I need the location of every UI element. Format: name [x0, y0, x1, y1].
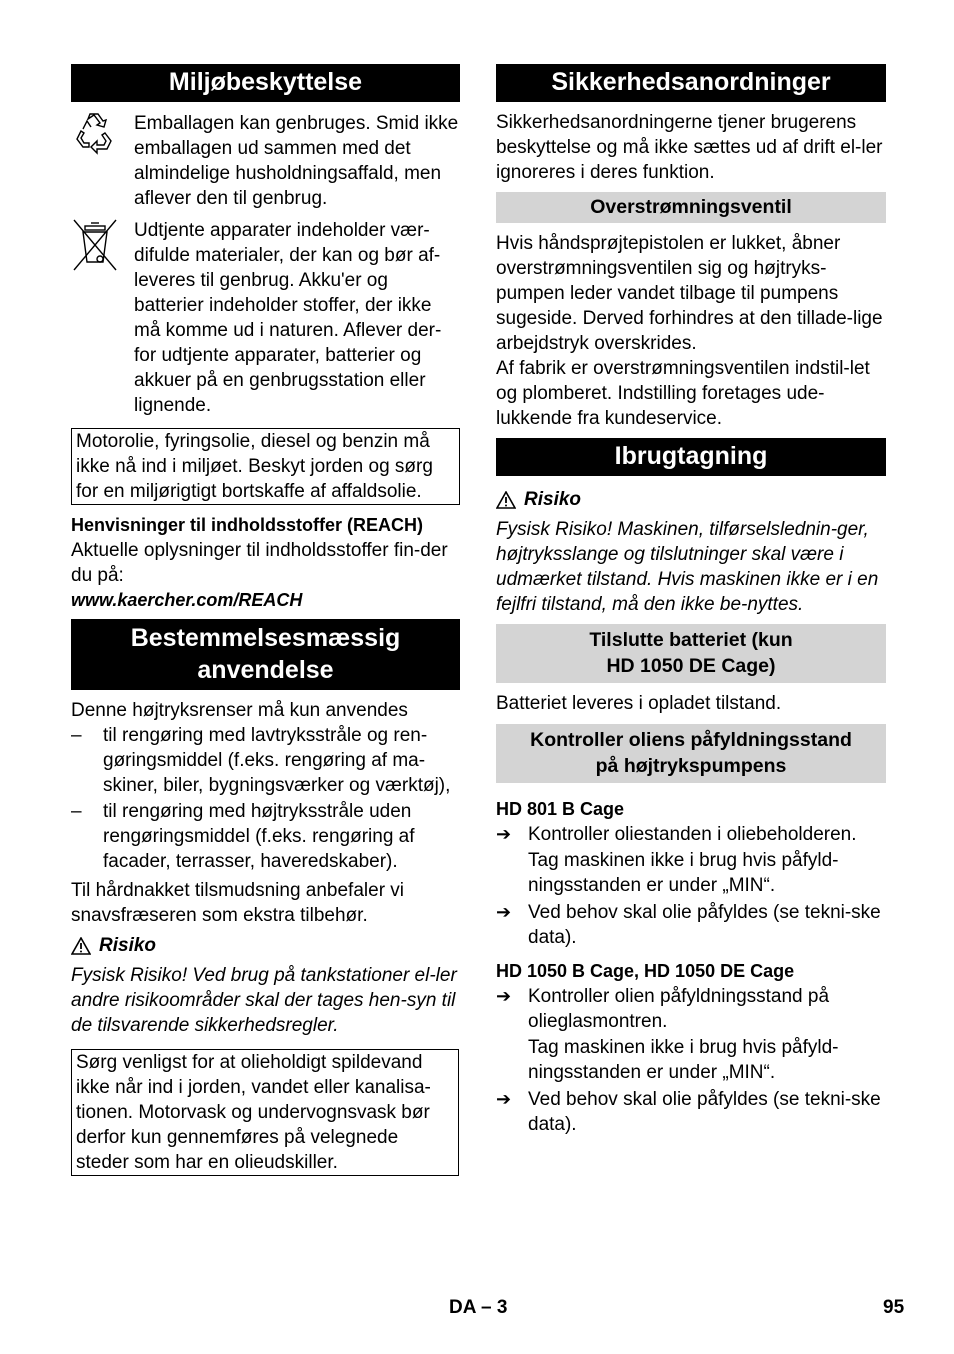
wastewater-text: Sørg venligst for at olieholdigt spildevand ikke når ind i jorden, vandet eller kanalisa-tionen. Motorvask og undervognsvask bør derfor kun gennemføres på velegnede steder som har en olieudskiller.	[76, 1052, 431, 1173]
risk-text: Fysisk Risiko! Ved brug på tankstationer el-ler andre risikoområder skal der tages hen-syn til de tilsvarende sikkerhedsregler.	[71, 965, 457, 1036]
footer-language-page: DA – 3	[449, 1297, 508, 1318]
oil-title-line2: på højtrykspumpens	[595, 755, 787, 777]
footer-page-number: 95	[883, 1297, 905, 1318]
list-item: – til rengøring med højtryksstråle uden rengøringsmiddel (f.eks. rengøring af facader, terrasser, haveredskaber).	[71, 801, 415, 872]
hd801-heading: HD 801 B Cage	[496, 799, 625, 819]
section-title-intended-use	[71, 619, 460, 690]
crossed-bin-icon	[71, 218, 134, 272]
section-title-safety: Sikkerhedsanordninger	[496, 64, 886, 102]
recycle-icon	[71, 111, 134, 157]
battery-title-line2: HD 1050 DE Cage)	[606, 655, 776, 677]
right-column	[496, 64, 886, 1137]
arrow-icon: ➔	[496, 1089, 512, 1109]
risk-text: Fysisk Risiko! Maskinen, tilførselslednin-ger, højtryksslange og tilslutninger skal være i udmærket tilstand. Hvis maskinen ikke er i en fejlfri tilstand, må den ikke be-nyttes.	[496, 519, 879, 615]
battery-title-line1: Tilslutte batteriet (kun	[589, 629, 793, 651]
arrow-icon: ➔	[496, 986, 512, 1006]
risk-warning-left	[71, 933, 460, 958]
intended-use-title-line1: Bestemmelsesmæssig	[130, 624, 401, 652]
arrow-icon: ➔	[496, 902, 512, 922]
step-item: ➔ Ved behov skal olie påfyldes (se tekni-ske data).	[496, 1089, 881, 1135]
dash-marker: –	[71, 801, 82, 822]
oil-warning-box	[71, 428, 460, 505]
hd1050-heading: HD 1050 B Cage, HD 1050 DE Cage	[496, 961, 795, 981]
risk-label: Risiko	[524, 489, 582, 510]
subsection-title-battery	[496, 624, 886, 683]
risk-label: Risiko	[99, 935, 157, 956]
step-item: ➔ Ved behov skal olie påfyldes (se tekni-ske data).	[496, 902, 881, 948]
wastewater-box	[71, 1049, 459, 1176]
reach-text: Aktuelle oplysninger til indholdsstoffer fin-der du på:	[71, 540, 448, 586]
step-item: ➔ Kontroller olien påfyldningsstand på olieglasmontren.	[496, 986, 830, 1032]
overflow-text-1: Hvis håndsprøjtepistolen er lukket, åbner overstrømningsventilen sig og højtryks-pumpen leder vandet tilbage til pumpens sugeside. Derved forhindres at den tillade-lige arbejdstryk overskrides.	[496, 233, 883, 354]
intended-use-intro: Denne højtryksrenser må kun anvendes	[71, 700, 408, 721]
intended-use-title-line2: anvendelse	[197, 656, 334, 684]
left-column	[71, 64, 460, 1176]
weee-text: Udtjente apparater indeholder vær-difulde materialer, der kan og bør af-leveres til genbrug. Akku'er og batterier indeholder stoffer, der ikke må komme ud i naturen. Aflever der-for udtjente apparater, batterier og akkuer på en genbrugsstation eller lignende.	[134, 220, 442, 416]
arrow-icon: ➔	[496, 824, 512, 844]
intended-use-after: Til hårdnakket tilsmudsning anbefaler vi snavsfræseren som ekstra tilbehør.	[71, 880, 405, 926]
subsection-title-oil	[496, 724, 886, 783]
oil-title-line1: Kontroller oliens påfyldningsstand	[530, 729, 852, 751]
reach-link[interactable]: www.kaercher.com/REACH	[71, 590, 303, 610]
weee-notice	[71, 218, 460, 418]
oil-warning-text: Motorolie, fyringsolie, diesel og benzin må ikke nå ind i miljøet. Beskyt jorden og sørg for en miljørigtigt bortskaffe af affaldsolie.	[76, 431, 433, 502]
step-note: Tag maskinen ikke i brug hvis påfyld-ningsstanden er under „MIN“.	[528, 850, 839, 896]
warning-triangle-icon	[71, 937, 91, 955]
intended-use-list	[71, 723, 460, 874]
safety-text: Sikkerhedsanordningerne tjener brugerens beskyttelse og må ikke sættes ud af drift el-ler ignoreres i deres funktion.	[496, 112, 883, 183]
section-title-environment: Miljøbeskyttelse	[71, 64, 460, 102]
step-note: Tag maskinen ikke i brug hvis påfyld-ningsstanden er under „MIN“.	[528, 1037, 839, 1083]
list-item: – til rengøring med lavtryksstråle og ren-gøringsmiddel (f.eks. rengøring af ma-skiner, biler, bygningsværker og værktøj),	[71, 725, 451, 796]
step-item: ➔ Kontroller oliestanden i oliebeholderen.	[496, 824, 857, 845]
recycle-notice	[71, 111, 460, 211]
warning-triangle-icon	[496, 491, 516, 509]
recycle-text: Emballagen kan genbruges. Smid ikke emballagen ud sammen med det almindelige husholdningsaffald, men aflever den til genbrug.	[134, 113, 459, 209]
section-title-startup: Ibrugtagning	[496, 438, 886, 476]
reach-heading: Henvisninger til indholdsstoffer (REACH)	[71, 515, 424, 535]
subsection-title-overflow: Overstrømningsventil	[496, 192, 886, 223]
risk-warning-right	[496, 487, 886, 512]
overflow-text-2: Af fabrik er overstrømningsventilen indstil-let og plomberet. Indstilling foretages ude-lukkende fra kundeservice.	[496, 358, 870, 429]
dash-marker: –	[71, 725, 82, 746]
battery-text: Batteriet leveres i opladet tilstand.	[496, 693, 782, 714]
